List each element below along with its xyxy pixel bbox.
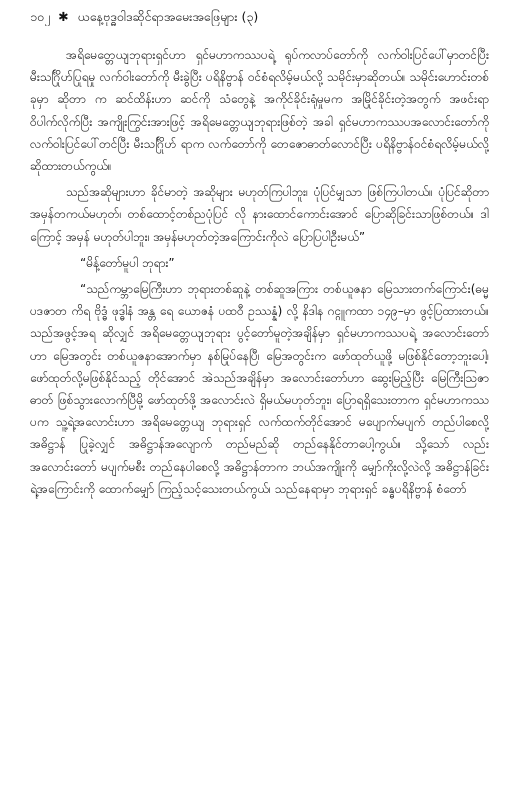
running-title: ယနေ့ဗုဒ္ဓဝါဒဆိုင်ရာအမေးအဖြေများ (၃) xyxy=(77,9,259,24)
page-header xyxy=(30,8,489,26)
page-number: ၁၀၂ xyxy=(30,9,51,24)
paragraph-2: သည်အဆိုများဟာ ခိုင်မာတဲ့ အဆိုများ မဟုတ်ကြပါဘူး၊ ပုံပြင်မျှသာ ဖြစ်ကြပါတယ်။ ပုံပြင်ဆိုတာ အမှန်တကယ်မဟုတ်၊ တစ်ထောင့်တစ်ညပုံပြင် လို နားထောင်ကောင်းအောင် ပြောဆိုခြင်းသာဖြစ်တယ်။ ဒါကြောင့် အမှန် မဟုတ်ပါဘူး၊ အမှန်မဟုတ်တဲ့အကြောင်းကိုလဲ ပြောပြပါဦးမယ်” xyxy=(30,185,489,244)
star-icon: ✱ xyxy=(58,9,69,24)
page-body xyxy=(30,44,489,500)
paragraph-3: “မိန့်တော်မူပါ ဘုရား” xyxy=(80,255,175,270)
paragraph-1: အရိမေတ္တေယျဘုရားရှင်ဟာ ရှင်မဟာကဿပရဲ့ ရုပ်ကလာပ်တော်ကို လက်ဝါးပြင်ပေါ်မှာတင်ပြီး မီးသင်္ဂြိုဟ်ပြုရမှု လက်ဝါးတော်ကို မီးခွဲပြီး ပရိနိဗ္ဗာန် ဝင်စံရလိမ့်မယ်လို့ သမိုင်းမှာဆိုတယ်။ သမိုင်းဟောင်းတစ်ခုမှာ ဆိုတာ က ဆင်ထိန်းဟာ ဆင်ကို သံတွေနဲ့ အကိုင်ခိုင်းရုံမှုမက အမြိုင်ခိုင်းတဲ့အတွက် အဖင်းရာ ဝိပါက်လိုက်ပြီး အကျိုးကြွင်းအားဖြင့် အရိမေတ္တေယျဘုရားဖြစ်တဲ့ အခါ ရှင်မဟာကဿပအလောင်းတော်ကို လက်ဝါးပြင်ပေါ်တင်ပြီး မီးသင်္ဂြိုဟ် ရာက လက်တော်ကို တေဇောဓာတ်လောင်ပြီး ပရိနိဗ္ဗာန်ဝင်စံရလိမ့်မယ်လို့ ဆိုထားတယ်ကွယ်။ xyxy=(30,48,489,174)
paragraph-4: “သည်ကမ္ဘာမြေကြီးဟာ ဘုရားတစ်ဆူနဲ့ တစ်ဆူအကြား တစ်ယူဇနာ မြေသားတက်ကြောင်း(ဓမ္မပဒဇာတ ကိရ ဗိုဒ္ဓံ ဖုဒ္ဓါနံ အန္တ ရေ ယောဇနံ ပထဝီ ဥဿန္နံ) လို့ နိဒါန ဂင္ဂူကထာ ၁၄၉–မှာ ဖွင့်ပြထားတယ်။ သည်အဖွင့်အရ ဆိုလျှင် အရိမေတ္တေယျဘုရား ပွင့်တော်မူတဲ့အချိန်မှာ ရှင်မဟာကဿပရဲ့ အလောင်းတော်ဟာ မြေအတွင်း တစ်ယူဇနာအောက်မှာ နစ်မြုပ်နေပြီ၊ မြေအတွင်းက ဖော်ထုတ်ယူဖို့ မဖြစ်နိုင်တော့ဘူးပေါ့၊ ဖော်ထုတ်လို့မဖြစ်နိုင်သည့် တိုင်အောင် အဲသည်အချိန်မှာ အလောင်းတော်ဟာ ဆွေးမြည့်ပြီး မြေကြီးသြဇာ ဓာတ် ဖြစ်သွားလောက်ပြီမို့ ဖော်ထုတ်ဖို့ အလောင်းလဲ ရှိမယ်မဟုတ်ဘူး၊ ပြောရရှိသေးတာက ရှင်မဟာကဿပက သူ့ရဲ့အလောင်းဟာ အရိမေတ္တေယျ ဘုရားရှင် လက်ထက်တိုင်အောင် မပျောက်မပျက် တည်ပါစေလို့ အဓိဋ္ဌာန် ပြုခဲ့လျှင် အဓိဋ္ဌာန်အလျောက် တည်မည်ဆို တည်နေနိုင်တာပေါ့ကွယ်။ သို့သော် လည်း အလောင်းတော် မပျက်မစီး တည်နေပါစေလို့ အဓိဋ္ဌာန်တာက ဘယ်အကျိုးကို မျှော်ကိုးလို့လဲလို့ အဓိဋ္ဌာန်ခြင်းရဲ့အကြောင်းကို ထောက်မျှော် ကြည့်သင့်သေးတယ်ကွယ်၊ သည်နေရာမှာ ဘုရားရှင် ခန္ဓပရိနိဗ္ဗာန် စံတော် xyxy=(30,282,489,496)
